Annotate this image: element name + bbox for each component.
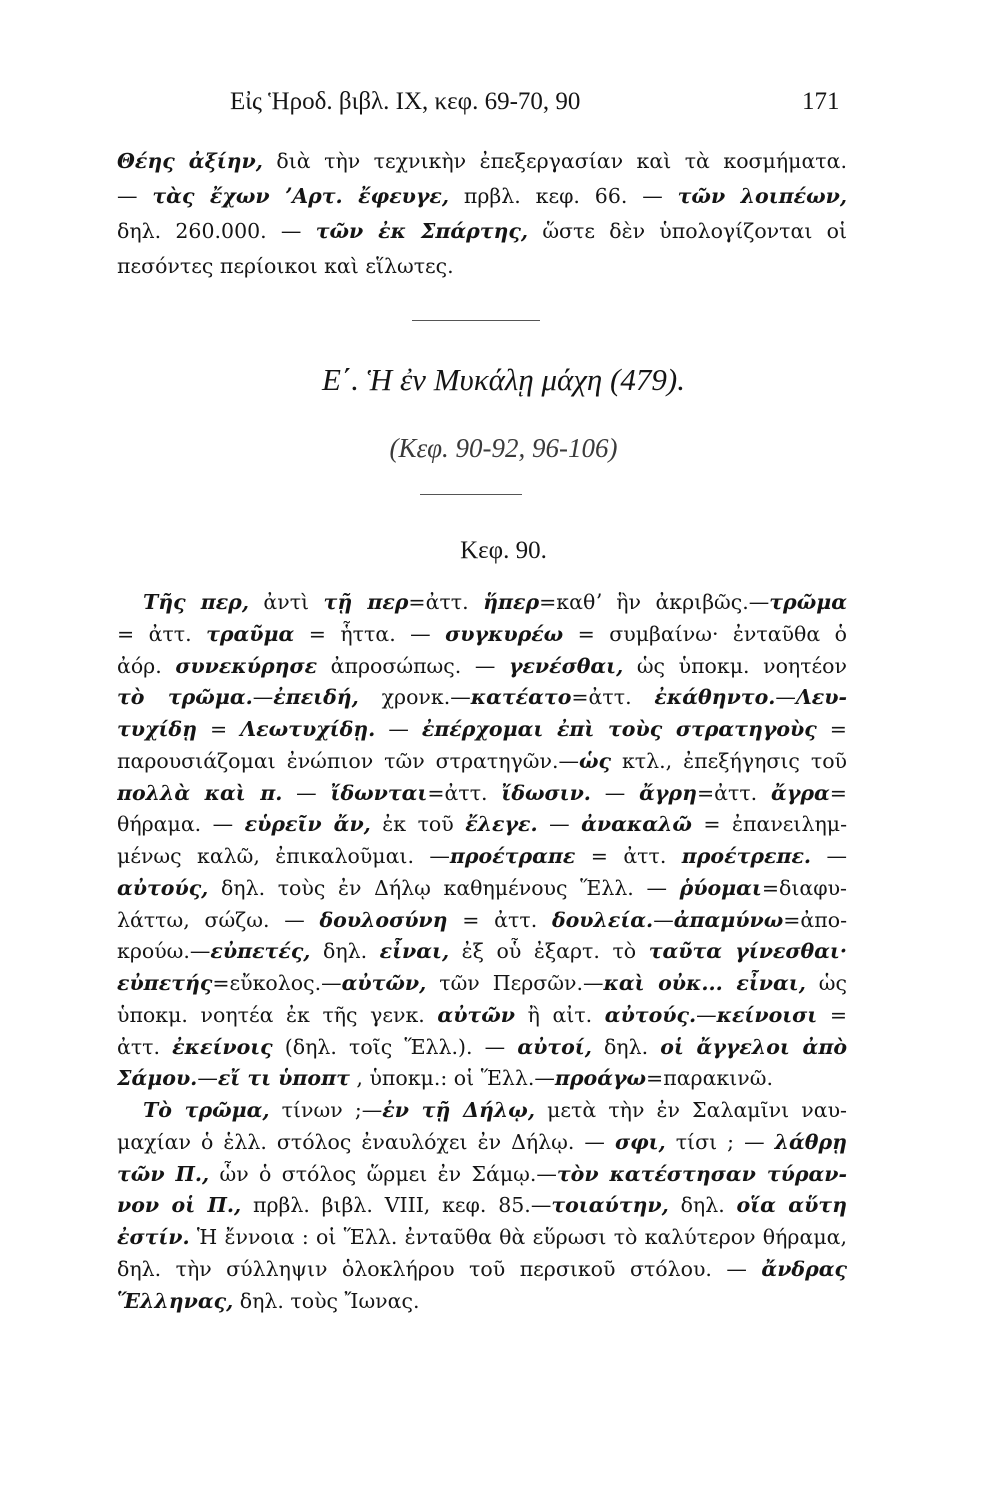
commentary-line: θήραμα. — εὑρεῖν ἄν, ἐκ τοῦ ἔλεγε. — ἀνακαλῶ = ἐπανειλημ- (117, 812, 847, 836)
commentary-line: παρουσιάζομαι ἐνώπιον τῶν στρατηγῶν.—ὡς κτλ., ἐπεξήγησις τοῦ (117, 749, 847, 773)
commentary-line: κρούω.—εὐπετές, δηλ. εἶναι, ἐξ οὗ ἐξαρτ. τὸ ταῦτα γίνεσθαι· (117, 939, 847, 963)
commentary-line: τυχίδῃ = Λεωτυχίδῃ. — ἐπέρχομαι ἐπὶ τοὺς στρατηγοὺς = (117, 717, 847, 741)
section-rule-top (412, 320, 540, 321)
page-number: 171 (802, 88, 840, 115)
running-head (0, 88, 1007, 118)
commentary-line: Τὸ τρῶμα, τίνων ;—ἐν τῇ Δήλῳ, μετὰ τὴν ἐν Σαλαμῖνι ναυ- (143, 1098, 847, 1122)
commentary-line: μένως καλῶ, ἐπικαλοῦμαι. —προέτραπε = ἀττ. προέτρεπε. — (117, 844, 847, 868)
intro-line: δηλ. 260.000. — τῶν ἐκ Σπάρτης, ὥστε δὲν ὑπολογίζονται οἱ (117, 219, 847, 243)
commentary-line: Τῆς περ, ἀντὶ τῇ περ=ἀττ. ἥπερ=καθʼ ἣν ἀκριβῶς.—τρῶμα (143, 590, 847, 614)
commentary-line: ἀττ. ἐκείνοις (δηλ. τοῖς Ἕλλ.). — αὐτοί, δηλ. οἱ ἄγγελοι ἀπὸ (117, 1035, 847, 1059)
chapter-heading: Κεφ. 90. (460, 537, 547, 564)
commentary-line: Σάμου.—εἴ τι ὑποπτ , ὑποκμ.: οἱ Ἕλλ.—προάγω=παρακινῶ. (117, 1066, 773, 1090)
commentary-line: ὑποκμ. νοητέα ἐκ τῆς γενκ. αὐτῶν ἢ αἰτ. αὐτούς.—κείνοισι = (117, 1003, 847, 1027)
intro-line: πεσόντες περίοικοι καὶ εἵλωτες. (117, 254, 454, 278)
commentary-line: αὐτούς, δηλ. τοὺς ἐν Δήλῳ καθημένους Ἕλλ. — ῥύομαι=διαφυ- (117, 876, 847, 900)
running-head-title: Εἰς Ἡροδ. βιβλ. IX, κεφ. 69-70, 90 (230, 88, 581, 115)
commentary-line: νον οἱ Π., πρβλ. βιβλ. VIII, κεφ. 85.—τοιαύτην, δηλ. οἵα αὕτη (117, 1193, 847, 1217)
section-subtitle: (Κεφ. 90-92, 96-106) (389, 433, 618, 463)
commentary-line: τὸ τρῶμα.—ἐπειδή, χρονκ.—κατέατο=ἀττ. ἐκάθηντο.—Λευ- (117, 685, 847, 709)
commentary-line: λάττω, σώζω. — δουλοσύνη = ἀττ. δουλεία.—ἀπαμύνω=ἀπο- (117, 908, 847, 932)
commentary-line: Ἕλληνας, δηλ. τοὺς Ἴωνας. (117, 1289, 420, 1313)
commentary-line: = ἀττ. τραῦμα = ἧττα. — συγκυρέω = συμβαίνω· ἐνταῦθα ὁ (117, 622, 847, 646)
commentary-line: μαχίαν ὁ ἑλλ. στόλος ἐναυλόχει ἐν Δήλῳ. — σφι, τίσι ; — λάθρῃ (117, 1130, 847, 1154)
commentary-line: τῶν Π., ὧν ὁ στόλος ὥρμει ἐν Σάμῳ.—τὸν κατέστησαν τύραν- (117, 1162, 847, 1186)
commentary-line: εὐπετής=εὔκολος.—αὐτῶν, τῶν Περσῶν.—καὶ οὐκ... εἶναι, ὡς (117, 971, 847, 995)
commentary-line: δηλ. τὴν σύλληψιν ὁλοκλήρου τοῦ περσικοῦ στόλου. — ἄνδρας (117, 1257, 847, 1281)
commentary-line: ἐστίν. Ἡ ἔννοια : οἱ Ἕλλ. ἐνταῦθα θὰ εὕρωσι τὸ καλύτερον θήραμα, (117, 1225, 847, 1249)
section-title: Ε΄. Ἡ ἐν Μυκάλῃ μάχη (479). (322, 362, 685, 397)
intro-line: — τὰς ἔχων ʼΑρτ. ἔφευγε, πρβλ. κεφ. 66. — τῶν λοιπέων, (117, 184, 847, 208)
section-rule-bottom (420, 494, 522, 495)
intro-line: Θέης ἀξίην, διὰ τὴν τεχνικὴν ἐπεξεργασίαν καὶ τὰ κοσμήματα. (117, 149, 847, 173)
commentary-line: ἀόρ. συνεκύρησε ἀπροσώπως. — γενέσθαι, ὡς ὑποκμ. νοητέον (117, 654, 847, 678)
commentary-line: πολλὰ καὶ π. — ἴδωνται=ἀττ. ἴδωσιν. — ἄγρη=ἀττ. ἄγρα= (117, 781, 847, 805)
